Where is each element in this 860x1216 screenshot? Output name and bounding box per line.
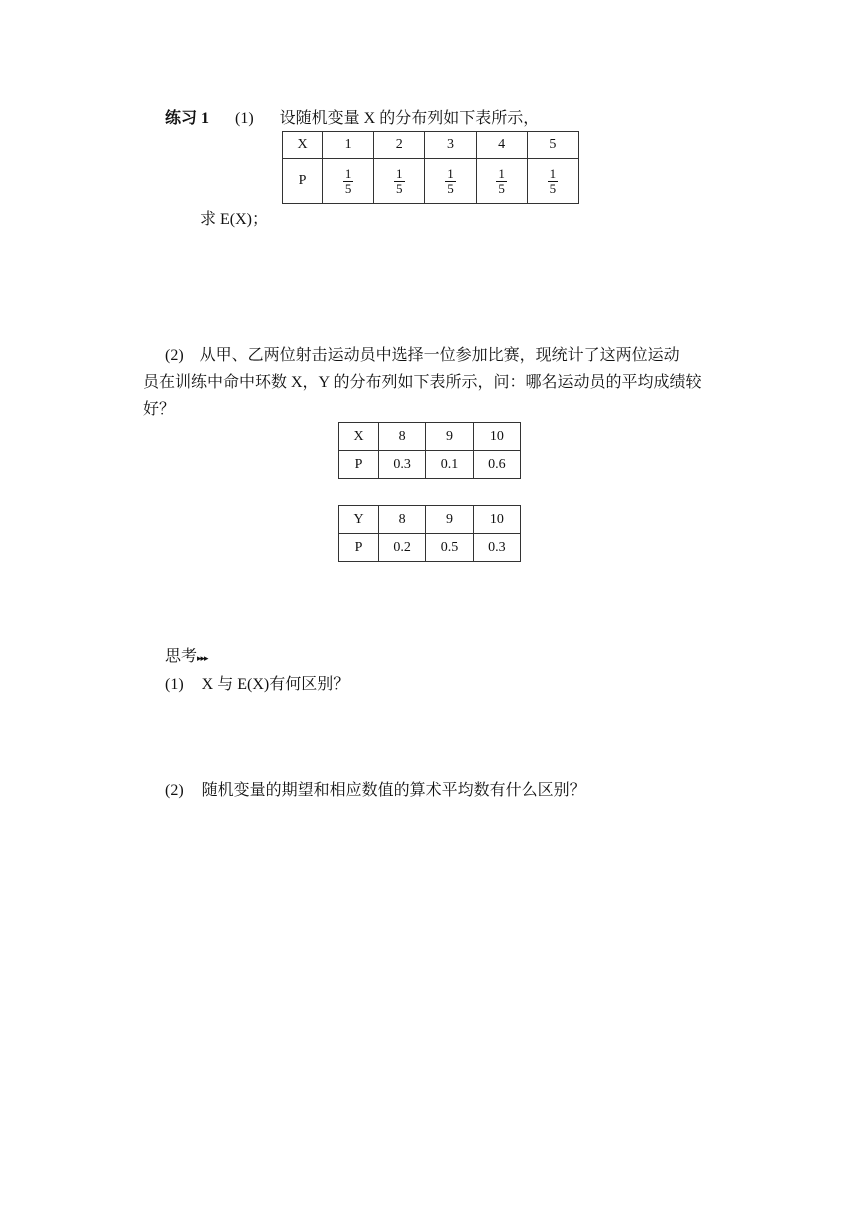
table-cell-p: 0.3 <box>379 451 426 479</box>
think-q2-number: (2) <box>165 782 184 799</box>
table-cell-x: 2 <box>374 132 425 159</box>
fraction <box>548 167 559 196</box>
table-row-p <box>283 159 579 204</box>
fraction-denominator: 5 <box>498 180 505 196</box>
table-row-y <box>339 506 521 534</box>
part-2-line-1 <box>165 342 745 369</box>
table-cell-x: 3 <box>425 132 476 159</box>
part-2-paragraph <box>143 342 745 423</box>
fraction-numerator: 1 <box>549 165 557 181</box>
table-header-p: P <box>339 534 379 562</box>
fraction <box>445 167 456 196</box>
table-row-p <box>339 534 521 562</box>
table-cell-x: 4 <box>476 132 527 159</box>
part-2-line-3: 好？ <box>143 401 176 418</box>
think-header <box>165 647 208 668</box>
exercise-1-header <box>165 109 539 129</box>
think-q1-text: X 与 E(X)有何区别？ <box>201 676 350 693</box>
table-cell-x: 9 <box>426 423 473 451</box>
triple-arrow-icon: ▸▸▸ <box>197 653 208 663</box>
distribution-table-y <box>338 505 521 562</box>
table-cell-x: 1 <box>323 132 374 159</box>
part-2-text: 从甲、乙两位射击运动员中选择一位参加比赛，现统计了这两位运动 <box>199 347 680 364</box>
table-cell-p <box>425 159 476 204</box>
table-cell-p: 0.1 <box>426 451 473 479</box>
table-row-x <box>283 132 579 159</box>
table-cell-p: 0.5 <box>426 534 473 562</box>
table-cell-p: 0.3 <box>473 534 520 562</box>
distribution-table-1 <box>282 131 579 204</box>
table-header-x: X <box>339 423 379 451</box>
fraction <box>343 167 354 196</box>
table-row-x <box>339 423 521 451</box>
table-header-p: P <box>283 159 323 204</box>
fraction-numerator: 1 <box>447 165 454 181</box>
table-row-p <box>339 451 521 479</box>
fraction-denominator: 5 <box>396 180 403 196</box>
fraction-numerator: 1 <box>498 165 505 181</box>
think-question-1 <box>165 675 349 695</box>
fraction-numerator: 1 <box>396 165 403 181</box>
fraction <box>496 167 507 196</box>
table-cell-y: 9 <box>426 506 473 534</box>
table-cell-x: 5 <box>527 132 578 159</box>
fraction-numerator: 1 <box>344 165 352 181</box>
fraction-denominator: 5 <box>549 180 557 196</box>
part-2-line-2: 员在训练中命中环数 X，Y 的分布列如下表所示，问：哪名运动员的平均成绩较 <box>143 374 702 391</box>
table-cell-p <box>374 159 425 204</box>
think-label: 思考 <box>165 648 198 665</box>
think-q2-text: 随机变量的期望和相应数值的算术平均数有什么区别？ <box>201 782 586 799</box>
table-cell-y: 10 <box>473 506 520 534</box>
part-2-number: (2) <box>165 347 184 364</box>
table-cell-y: 8 <box>379 506 426 534</box>
distribution-table-x <box>338 422 521 479</box>
part-1-prompt: 设随机变量 X 的分布列如下表所示， <box>279 110 540 127</box>
table-cell-p: 0.6 <box>473 451 520 479</box>
fraction-denominator: 5 <box>447 180 454 196</box>
table-cell-x: 10 <box>473 423 520 451</box>
fraction-denominator: 5 <box>344 180 352 196</box>
think-q1-number: (1) <box>165 676 184 693</box>
think-question-2 <box>165 781 586 801</box>
table-header-x: X <box>283 132 323 159</box>
part-1-question: 求 E(X)； <box>200 211 268 228</box>
table-cell-x: 8 <box>379 423 426 451</box>
fraction <box>394 167 405 196</box>
table-cell-p <box>476 159 527 204</box>
table-cell-p: 0.2 <box>379 534 426 562</box>
part-1-number: (1) <box>235 110 254 127</box>
table-cell-p <box>527 159 578 204</box>
exercise-label: 练习 1 <box>165 110 210 127</box>
table-cell-p <box>323 159 374 204</box>
table-header-y: Y <box>339 506 379 534</box>
table-header-p: P <box>339 451 379 479</box>
